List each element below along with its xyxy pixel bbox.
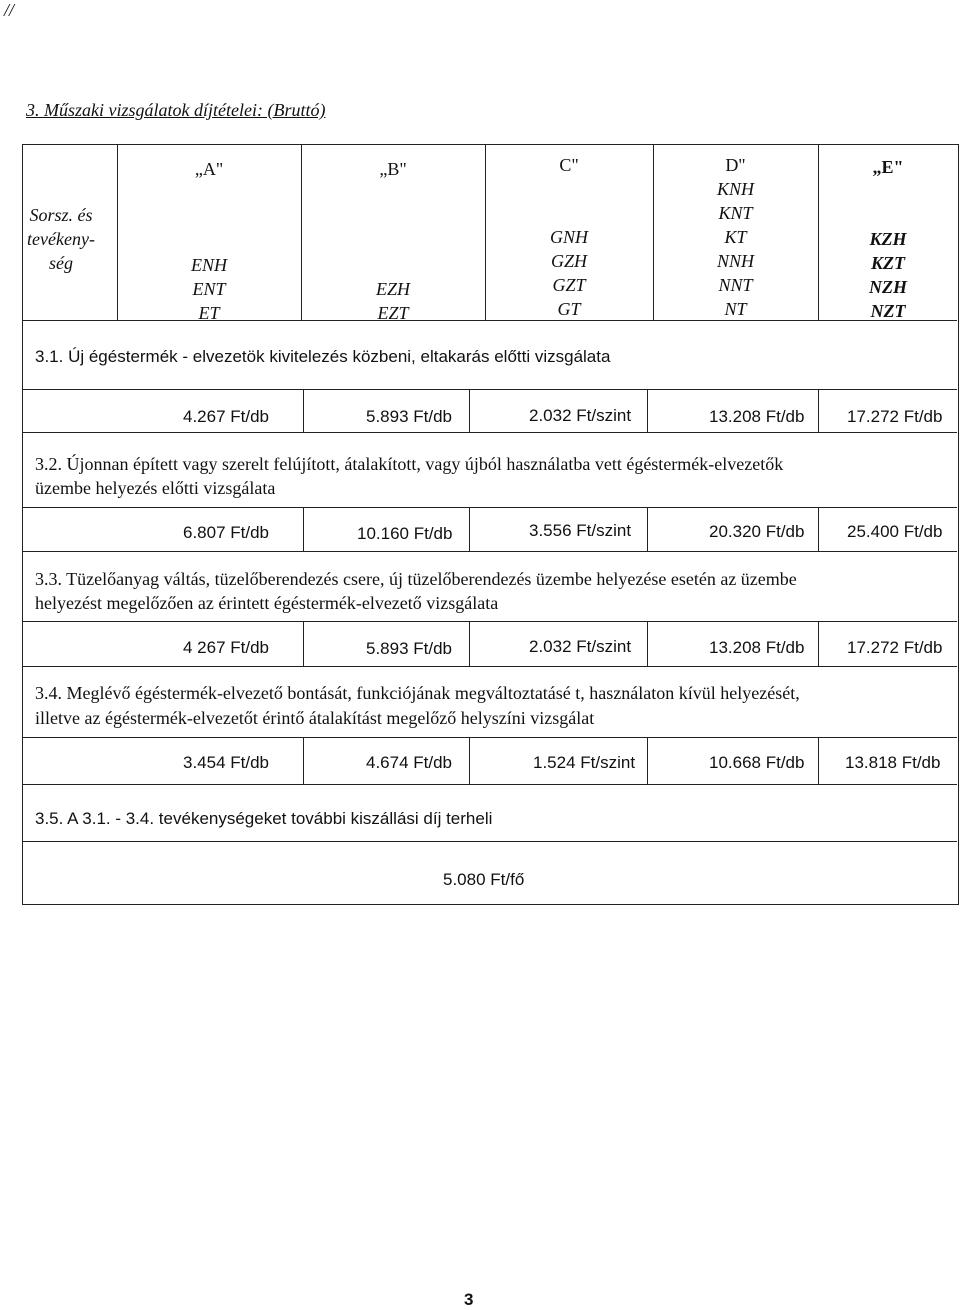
- price-3-2-b: 10.160 Ft/db: [357, 524, 453, 543]
- price-3-1-c: 2.032 Ft/szint: [529, 406, 632, 425]
- price-3-3-e: 17.272 Ft/db: [847, 638, 943, 657]
- price-3-1-d: 13.208 Ft/db: [709, 407, 805, 426]
- section-3-1-label: 3.1. Új égéstermék - elvezetök kivitelezés közbeni, eltakarás előtti vizsgálata: [35, 347, 611, 366]
- price-divider: [303, 621, 304, 666]
- price-3-3-b: 5.893 Ft/db: [366, 639, 453, 658]
- row-divider: [23, 621, 957, 622]
- price-3-3-d: 13.208 Ft/db: [709, 638, 805, 657]
- header-col-e: „E" KZH KZT NZH NZT: [869, 157, 907, 321]
- section-3-2-line-2: üzembe helyezés előtti vizsgálata: [35, 478, 276, 498]
- price-3-4-d: 10.668 Ft/db: [709, 753, 805, 772]
- header-sorsz: Sorsz. és tevékeny- ség: [27, 205, 95, 273]
- row-divider: [23, 551, 957, 552]
- price-3-4-e: 13.818 Ft/db: [845, 753, 941, 772]
- row-divider: [23, 666, 957, 667]
- price-3-1-b: 5.893 Ft/db: [366, 407, 453, 426]
- price-divider: [818, 389, 819, 432]
- section-3-5-label: 3.5. A 3.1. - 3.4. tevékenységeket további kiszállási díj terheli: [35, 809, 493, 828]
- price-3-3-a: 4 267 Ft/db: [183, 638, 270, 657]
- price-divider: [818, 621, 819, 666]
- section-3-2-line-1: 3.2. Újonnan épített vagy szerelt felújított, átalakított, vagy újból használatba vett égéstermék-elvezetők: [35, 454, 784, 474]
- price-3-2-a: 6.807 Ft/db: [183, 523, 270, 542]
- page-marker: //: [4, 0, 15, 20]
- row-divider: [23, 737, 957, 738]
- price-divider: [469, 507, 470, 551]
- price-divider: [818, 507, 819, 551]
- section-3-3-line-1: 3.3. Tüzelőanyag váltás, tüzelőberendezés csere, új tüzelőberendezés üzembe helyezése esetén az üzembe: [35, 569, 797, 589]
- header-col-d: D" KNH KNT KT NNH NNT NT: [716, 155, 754, 319]
- price-3-2-d: 20.320 Ft/db: [709, 522, 805, 541]
- travel-fee: 5.080 Ft/fő: [443, 870, 525, 889]
- header-col-c: C" GNH GZH GZT GT: [549, 155, 588, 319]
- price-divider: [647, 621, 648, 666]
- price-divider: [303, 389, 304, 432]
- row-divider: [23, 784, 957, 785]
- row-divider: [23, 507, 957, 508]
- price-3-1-a: 4.267 Ft/db: [183, 407, 270, 426]
- price-divider: [303, 737, 304, 784]
- price-divider: [647, 389, 648, 432]
- header-col-a: „A" ENH ENT ET: [191, 159, 227, 323]
- price-divider: [469, 621, 470, 666]
- section-3-4-line-2: illetve az égéstermék-elvezetőt érintő átalakítást megelőző helyszíni vizsgálat: [35, 708, 595, 728]
- price-3-2-c: 3.556 Ft/szint: [529, 521, 632, 540]
- fee-table: [22, 144, 959, 905]
- section-title: 3. Műszaki vizsgálatok díjtételei: (Bruttó): [26, 100, 326, 120]
- price-divider: [818, 737, 819, 784]
- price-3-3-c: 2.032 Ft/szint: [529, 637, 632, 656]
- section-3-4-line-1: 3.4. Meglévő égéstermék-elvezető bontását, funkciójának megváltoztatásé t, használaton kívül helyezését,: [35, 683, 800, 703]
- row-divider: [23, 320, 957, 321]
- price-3-4-c: 1.524 Ft/szint: [533, 753, 636, 772]
- price-3-2-e: 25.400 Ft/db: [847, 522, 943, 541]
- price-divider: [303, 507, 304, 551]
- row-divider: [23, 432, 957, 433]
- row-divider: [23, 841, 957, 842]
- section-3-3-line-2: helyezést megelőzően az érintett égéstermék-elvezető vizsgálata: [35, 593, 499, 613]
- price-3-1-e: 17.272 Ft/db: [847, 407, 943, 426]
- header-col-b: „B" EZH EZT: [375, 159, 410, 323]
- price-3-4-b: 4.674 Ft/db: [366, 753, 453, 772]
- price-divider: [469, 737, 470, 784]
- price-divider: [647, 507, 648, 551]
- price-divider: [469, 389, 470, 432]
- price-3-4-a: 3.454 Ft/db: [183, 753, 270, 772]
- page-number: 3: [464, 1290, 474, 1309]
- row-divider: [23, 389, 957, 390]
- price-divider: [647, 737, 648, 784]
